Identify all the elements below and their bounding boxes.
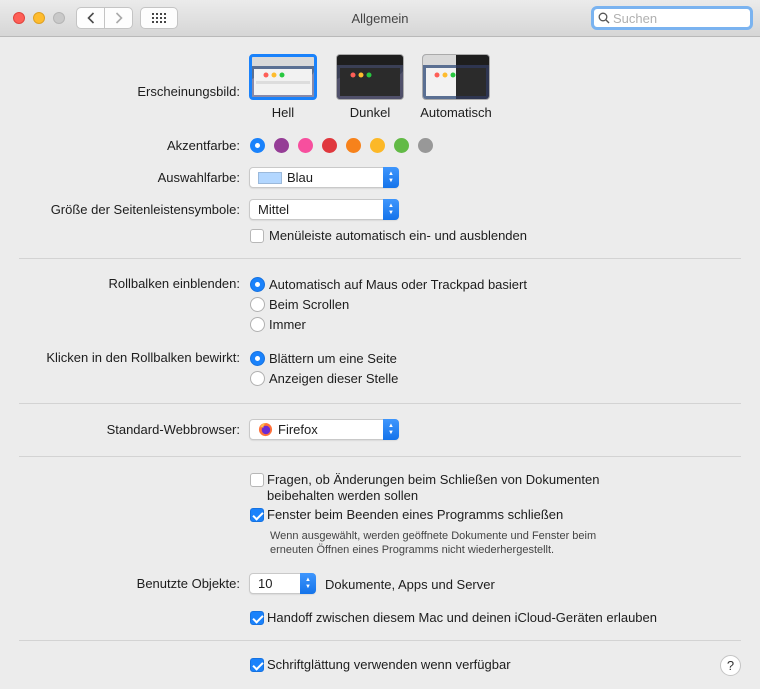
recent-items-label: Benutzte Objekte: xyxy=(136,576,240,591)
scrollbars-label: Rollbalken einblenden: xyxy=(108,276,240,291)
ask-keep-changes-label-line2[interactable]: beibehalten werden sollen xyxy=(267,488,419,503)
default-browser-value: Firefox xyxy=(278,422,318,437)
search-field[interactable] xyxy=(591,6,753,30)
appearance-light-thumbnail[interactable] xyxy=(249,54,317,100)
scrollbars-scrolling-label[interactable]: Beim Scrollen xyxy=(269,297,350,312)
divider xyxy=(19,258,741,259)
highlight-color-label: Auswahlfarbe: xyxy=(157,170,240,185)
default-browser-label: Standard-Webbrowser: xyxy=(106,422,240,437)
appearance-dark-thumbnail[interactable] xyxy=(336,54,404,100)
search-input[interactable] xyxy=(613,11,743,26)
title-bar xyxy=(0,0,760,37)
highlight-color-value: Blau xyxy=(287,170,314,185)
close-windows-checkbox[interactable] xyxy=(250,508,264,522)
scrollbars-always-label[interactable]: Immer xyxy=(269,317,306,332)
font-smoothing-checkbox[interactable] xyxy=(250,658,264,672)
scroll-click-label: Klicken in den Rollbalken bewirkt: xyxy=(46,350,240,365)
accent-color-swatch[interactable] xyxy=(250,138,265,153)
menubar-autohide-label[interactable]: Menüleiste automatisch ein- und ausblenden xyxy=(269,228,528,243)
accent-color-label: Akzentfarbe: xyxy=(167,138,240,153)
appearance-auto-label[interactable]: Automatisch xyxy=(420,105,492,120)
handoff-checkbox[interactable] xyxy=(250,611,264,625)
default-browser-popup[interactable] xyxy=(249,419,399,440)
accent-color-swatch[interactable] xyxy=(394,138,409,153)
sidebar-icon-size-label: Größe der Seitenleistensymbole: xyxy=(50,202,240,217)
accent-color-swatch[interactable] xyxy=(298,138,313,153)
highlight-color-popup[interactable] xyxy=(249,167,399,188)
scroll-click-spot-label[interactable]: Anzeigen dieser Stelle xyxy=(269,371,399,386)
recent-items-suffix: Dokumente, Apps und Server xyxy=(325,577,495,592)
scrollbars-always-radio[interactable] xyxy=(250,317,265,332)
light-window-preview-icon xyxy=(252,57,314,97)
window-title: Allgemein xyxy=(351,11,409,26)
appearance-light-label[interactable]: Hell xyxy=(271,105,295,120)
scrollbars-auto-label[interactable]: Automatisch auf Maus oder Trackpad basiert xyxy=(269,277,527,292)
accent-color-swatch[interactable] xyxy=(346,138,361,153)
ask-keep-changes-label-line1[interactable]: Fragen, ob Änderungen beim Schließen von Dokumenten xyxy=(267,472,600,487)
auto-window-preview-icon xyxy=(423,55,489,99)
close-windows-label[interactable]: Fenster beim Beenden eines Programms schließen xyxy=(267,507,564,522)
accent-color-swatch[interactable] xyxy=(322,138,337,153)
appearance-dark-label[interactable]: Dunkel xyxy=(349,105,391,120)
accent-color-swatch[interactable] xyxy=(274,138,289,153)
popup-arrows-icon: ▲ ▼ xyxy=(383,419,399,440)
close-windows-note-line1: Wenn ausgewählt, werden geöffnete Dokumente und Fenster beim xyxy=(270,530,597,542)
scrollbars-scrolling-radio[interactable] xyxy=(250,297,265,312)
menubar-autohide-checkbox[interactable] xyxy=(250,229,264,243)
accent-color-swatch[interactable] xyxy=(418,138,433,153)
close-windows-note-line2: erneuten Öffnen eines Programms nicht wiederhergestellt. xyxy=(270,544,555,556)
highlight-color-swatch xyxy=(258,172,282,184)
accent-color-swatch[interactable] xyxy=(370,138,385,153)
handoff-label[interactable]: Handoff zwischen diesem Mac und deinen iCloud-Geräten erlauben xyxy=(267,610,657,625)
recent-items-popup[interactable] xyxy=(249,573,316,594)
popup-arrows-icon: ▲ ▼ xyxy=(383,199,399,220)
firefox-icon xyxy=(258,422,273,437)
search-icon xyxy=(598,12,610,24)
font-smoothing-label[interactable]: Schriftglättung verwenden wenn verfügbar xyxy=(267,657,511,672)
divider xyxy=(19,403,741,404)
scroll-click-spot-radio[interactable] xyxy=(250,371,265,386)
sidebar-icon-size-value: Mittel xyxy=(258,202,290,217)
scroll-click-page-label[interactable]: Blättern um eine Seite xyxy=(269,351,397,366)
appearance-auto-thumbnail[interactable] xyxy=(422,54,490,100)
scroll-click-page-radio[interactable] xyxy=(250,351,265,366)
sidebar-icon-size-popup[interactable] xyxy=(249,199,399,220)
divider xyxy=(19,456,741,457)
popup-arrows-icon: ▲ ▼ xyxy=(383,167,399,188)
ask-keep-changes-checkbox[interactable] xyxy=(250,473,264,487)
recent-items-value: 10 xyxy=(258,576,273,591)
dark-window-preview-icon xyxy=(337,55,403,99)
scrollbars-auto-radio[interactable] xyxy=(250,277,265,292)
help-button[interactable]: ? xyxy=(720,655,741,676)
divider xyxy=(19,640,741,641)
popup-arrows-icon: ▲ ▼ xyxy=(300,573,316,594)
appearance-label: Erscheinungsbild: xyxy=(137,84,240,99)
